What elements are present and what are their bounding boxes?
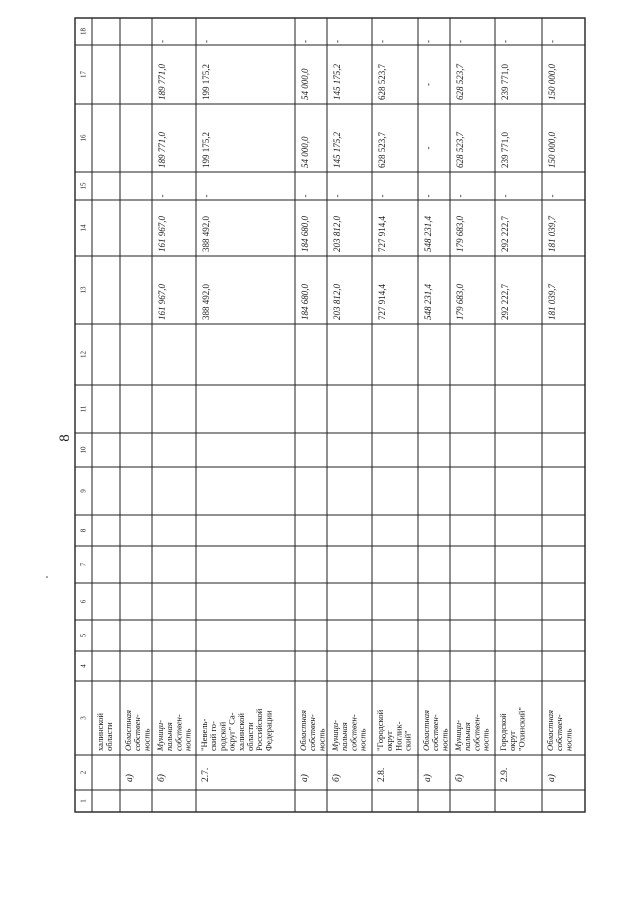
cell-value: 548 231,4 bbox=[423, 216, 433, 252]
column-header-11: 11 bbox=[79, 405, 88, 413]
row-name-line: "Охинский" bbox=[516, 707, 527, 751]
row-name-line: ность bbox=[480, 728, 491, 751]
cell-value: 189 771,0 bbox=[157, 132, 167, 168]
row-name-line: ность bbox=[357, 728, 368, 751]
column-header-15: 15 bbox=[79, 182, 88, 190]
column-header-4: 4 bbox=[79, 664, 88, 668]
cell-dash: - bbox=[300, 194, 310, 198]
cell-value: 145 175,2 bbox=[332, 132, 342, 168]
row-number: а) bbox=[423, 774, 433, 782]
cell-value: 239 771,0 bbox=[500, 132, 510, 168]
cell-dash: - bbox=[423, 194, 433, 198]
column-header-2: 2 bbox=[79, 770, 88, 775]
column-header-9: 9 bbox=[79, 489, 88, 493]
cell-value: 184 680,0 bbox=[300, 216, 310, 252]
row-name-line: пальная bbox=[462, 722, 473, 751]
cell-value: 292 222,7 bbox=[500, 284, 510, 320]
row-name-line: родской bbox=[217, 721, 228, 751]
cell-value: 179 683,0 bbox=[455, 284, 465, 320]
cell-value: 54 000,0 bbox=[300, 68, 310, 100]
row-number: б) bbox=[332, 774, 342, 782]
cell-dash: - bbox=[500, 40, 510, 43]
cell-value: 184 680,0 bbox=[300, 284, 310, 320]
row-name-line: собствен- bbox=[132, 714, 143, 751]
cell-dash: - bbox=[201, 194, 211, 198]
cell-value: 628 523,7 bbox=[455, 132, 465, 168]
column-header-1: 1 bbox=[79, 799, 88, 803]
cell-value: 628 523,7 bbox=[455, 64, 465, 100]
row-name-line: собствен- bbox=[471, 714, 482, 751]
cell-value: 203 812,0 bbox=[332, 216, 342, 252]
row-name-line: Муници- bbox=[453, 720, 463, 751]
cell-value: 54 000,0 bbox=[300, 136, 310, 168]
cell-dash: - bbox=[157, 40, 167, 43]
cell-dash: - bbox=[332, 194, 342, 198]
cell-value: 181 039,7 bbox=[547, 284, 557, 320]
row-name-line: ность bbox=[141, 728, 152, 751]
row-name-line: Областная bbox=[421, 709, 431, 751]
cell-dash: - bbox=[332, 40, 342, 43]
cell-dash: - bbox=[377, 40, 387, 43]
row-number: 2.8. bbox=[377, 767, 387, 782]
column-header-8: 8 bbox=[79, 528, 88, 533]
cell-value: 150 000,0 bbox=[547, 132, 557, 168]
row-number: а) bbox=[125, 774, 135, 782]
column-header-6: 6 bbox=[79, 599, 88, 604]
row-name-line: ность bbox=[563, 728, 574, 751]
row-name-line: ский го- bbox=[208, 721, 219, 751]
cell-value: 181 039,7 bbox=[547, 216, 557, 252]
row-name-line: ский" bbox=[402, 730, 413, 751]
row-name-line: ность bbox=[182, 728, 193, 751]
row-name-line: Областная bbox=[123, 709, 133, 751]
cell-value: 727 914,4 bbox=[377, 284, 387, 320]
cell-dash: - bbox=[455, 194, 465, 198]
cell-dash: - bbox=[201, 40, 211, 43]
row-name-line: округ bbox=[384, 730, 395, 751]
scan-speck bbox=[46, 576, 48, 578]
row-name-line: Областная bbox=[545, 709, 555, 751]
row-name-line: собствен- bbox=[307, 714, 318, 751]
row-name-line: собствен- bbox=[554, 714, 565, 751]
row-name-line: Российской bbox=[254, 708, 265, 751]
cell-dash: - bbox=[547, 40, 557, 43]
row-name-line: пальная bbox=[164, 722, 175, 751]
cell-dash: - bbox=[547, 194, 557, 198]
row-name-line: округ bbox=[507, 730, 518, 751]
row-name-line: округ" Са- bbox=[226, 712, 237, 751]
row-name-line: области bbox=[245, 722, 255, 751]
row-name-line: "Городской bbox=[375, 709, 385, 751]
cell-value: 628 523,7 bbox=[377, 132, 387, 168]
column-header-14: 14 bbox=[79, 224, 88, 232]
cell-value: 628 523,7 bbox=[377, 64, 387, 100]
cell-value: 388 492,0 bbox=[201, 216, 211, 252]
cell-dash: - bbox=[377, 194, 387, 198]
column-header-13: 13 bbox=[79, 286, 88, 294]
row-name-line: пальная bbox=[339, 722, 350, 751]
cell-value: 239 771,0 bbox=[500, 64, 510, 100]
row-name-line: Областная bbox=[298, 709, 308, 751]
cell-value: 292 222,7 bbox=[500, 216, 510, 252]
row-number: а) bbox=[547, 774, 557, 782]
row-name-line: халинской bbox=[235, 712, 246, 751]
column-header-5: 5 bbox=[79, 633, 88, 638]
cell-value: 727 914,4 bbox=[377, 216, 387, 252]
cell-dash: - bbox=[300, 40, 310, 43]
cell-dash: - bbox=[423, 146, 433, 150]
row-name-line: Ноглик- bbox=[393, 721, 404, 751]
cell-value: 203 812,0 bbox=[332, 284, 342, 320]
cell-value: 199 175,2 bbox=[201, 64, 211, 100]
cell-value: 189 771,0 bbox=[157, 64, 167, 100]
row-name-line: области bbox=[104, 722, 115, 751]
cell-dash: - bbox=[423, 83, 433, 86]
rotated-budget-table bbox=[75, 18, 585, 812]
cell-value: 161 967,0 bbox=[157, 216, 167, 252]
page-number: 8 bbox=[57, 434, 73, 442]
column-header-10: 10 bbox=[79, 446, 88, 454]
row-number: 2.7. bbox=[201, 767, 211, 782]
cell-value: 199 175,2 bbox=[201, 132, 211, 168]
cell-dash: - bbox=[423, 40, 433, 43]
cell-value: 150 000,0 bbox=[547, 64, 557, 100]
column-header-16: 16 bbox=[79, 134, 88, 142]
row-number: б) bbox=[157, 774, 167, 782]
row-name-line: Городской bbox=[498, 713, 508, 751]
row-name-line: "Невель- bbox=[199, 718, 209, 751]
column-header-12: 12 bbox=[79, 351, 88, 358]
row-name-line: Федерации bbox=[263, 710, 274, 751]
row-number: б) bbox=[455, 774, 465, 782]
cell-value: 161 967,0 bbox=[157, 284, 167, 320]
row-name-line: халинской bbox=[95, 712, 105, 751]
row-name-line: собствен- bbox=[173, 714, 184, 751]
cell-value: 145 175,2 bbox=[332, 64, 342, 100]
row-number: а) bbox=[300, 774, 310, 782]
row-name-line: собствен- bbox=[430, 714, 441, 751]
row-name-line: Муници- bbox=[155, 720, 165, 751]
row-name-line: собствен- bbox=[348, 714, 359, 751]
column-header-3: 3 bbox=[79, 716, 88, 720]
cell-dash: - bbox=[500, 194, 510, 198]
cell-dash: - bbox=[455, 40, 465, 43]
cell-value: 388 492,0 bbox=[201, 284, 211, 320]
column-header-17: 17 bbox=[79, 71, 88, 78]
cell-dash: - bbox=[157, 194, 167, 198]
cell-value: 179 683,0 bbox=[455, 216, 465, 252]
row-name-line: ность bbox=[316, 728, 327, 751]
row-name-line: Муници- bbox=[330, 720, 340, 751]
column-header-7: 7 bbox=[79, 562, 88, 567]
column-header-18: 18 bbox=[79, 28, 88, 35]
row-number: 2.9. bbox=[500, 767, 510, 782]
row-name-line: ность bbox=[439, 728, 450, 751]
cell-value: 548 231,4 bbox=[423, 284, 433, 320]
